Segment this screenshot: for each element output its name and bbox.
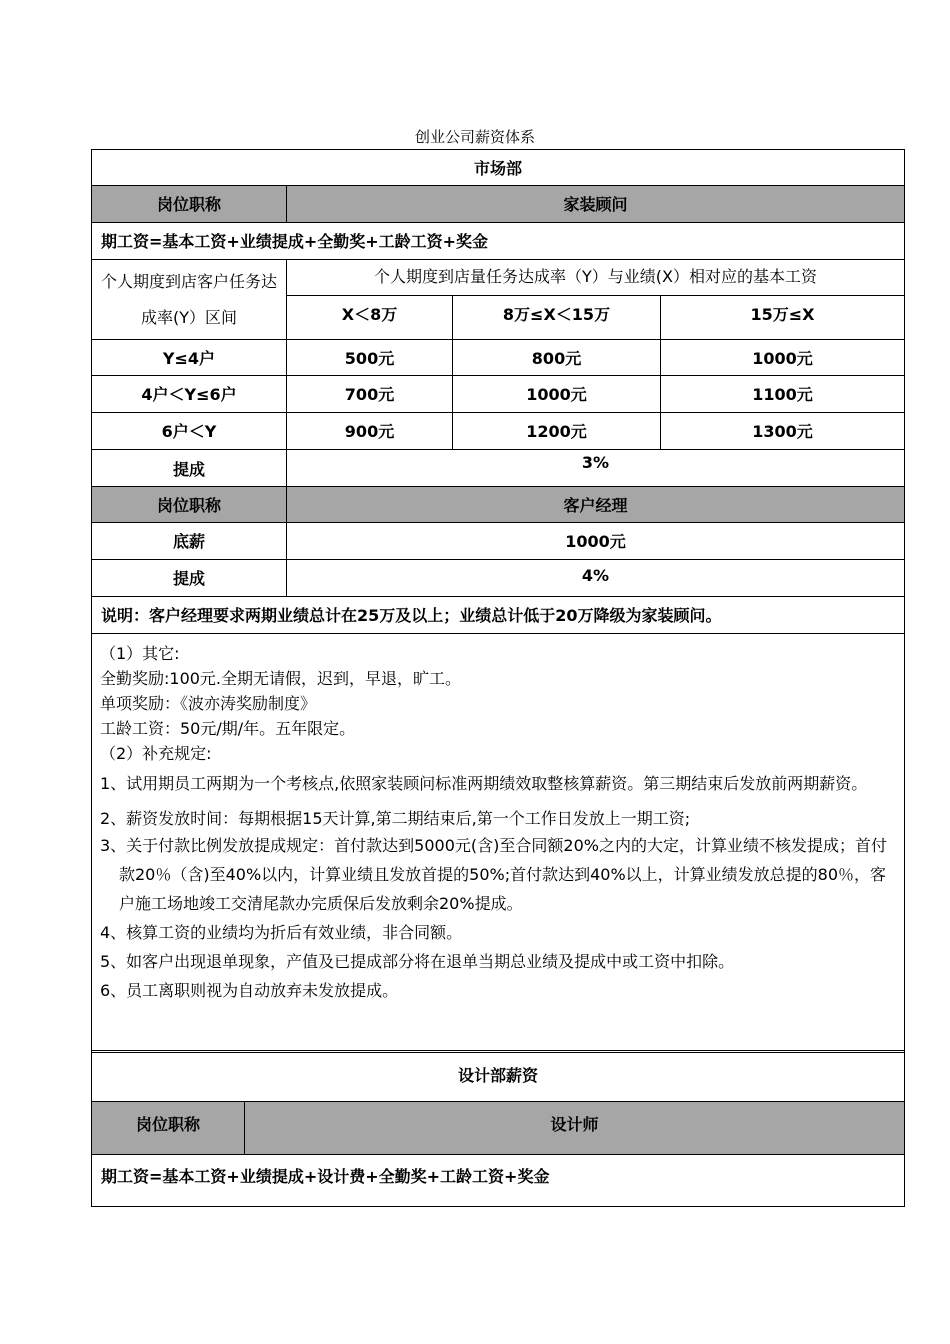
notes-line: 3、关于付款比例发放提成规定：首付款达到5000元(含)至合同额20%之内的大定，计算业绩不核发提成；首付款20％（含)至40%以内，计算业绩且发放首提的50%;首付款达到40%以上，计算业绩发放总提的80％，客户施工场地竣工交清尾款办完质保后发放剩余20%提成。 (100, 836, 887, 913)
col-x-lt-8: X＜8万 (287, 296, 453, 340)
manager-note: 说明：客户经理要求两期业绩总计在25万及以上；业绩总计低于20万降级为家装顾问。 (92, 597, 905, 634)
commission-manager: 4% (287, 560, 905, 597)
position-label: 岗位职称 (92, 487, 287, 523)
col-x-ge-15: 15万≤X (661, 296, 905, 340)
notes-line: 6、员工离职则视为自动放弃未发放提成。 (100, 981, 399, 1000)
notes-line: 5、如客户出现退单现象，产值及已提成部分将在退单当期总业绩及提成中或工资中扣除。 (100, 952, 735, 971)
row-label: 4户＜Y≤6户 (92, 376, 287, 413)
commission-consultant: 3% (287, 450, 905, 487)
row-label: 6户＜Y (92, 413, 287, 450)
position-label: 岗位职称 (92, 1102, 245, 1155)
cell-value: 1000元 (453, 376, 661, 413)
position-designer: 设计师 (245, 1102, 905, 1155)
notes-line: 1、试用期员工两期为一个考核点,依照家装顾问标准两期绩效取整核算薪资。第三期结束后发放前两期薪资。 (100, 774, 868, 793)
design-dept-heading: 设计部薪资 (92, 1051, 905, 1102)
consultant-salary-formula: 期工资=基本工资+业绩提成+全勤奖+工龄工资+奖金 (92, 223, 905, 260)
commission-label: 提成 (92, 450, 287, 487)
base-salary-label: 底薪 (92, 523, 287, 560)
table-row (92, 340, 905, 376)
row-header-y-range: 个人期度到店客户任务达成率(Y）区间 (92, 260, 287, 340)
cell-value: 900元 (287, 413, 453, 450)
notes-line: 2、薪资发放时间：每期根据15天计算,第二期结束后,第一个工作日发放上一期工资; (100, 809, 691, 828)
col-x-8-15: 8万≤X＜15万 (453, 296, 661, 340)
cell-value: 800元 (453, 340, 661, 376)
position-account-manager: 客户经理 (287, 487, 905, 523)
position-label: 岗位职称 (92, 186, 287, 223)
designer-salary-formula: 期工资=基本工资+业绩提成+设计费+全勤奖+工龄工资+奖金 (92, 1155, 905, 1207)
notes-line: 单项奖励：《波亦涛奖励制度》 (100, 694, 317, 713)
document-title: 创业公司薪资体系 (414, 128, 535, 146)
market-salary-table (91, 149, 905, 1053)
notes-line: 全勤奖励:100元.全期无请假，迟到，早退，旷工。 (100, 669, 462, 688)
table-row (92, 413, 905, 450)
design-salary-table (91, 1050, 905, 1207)
notes-line: （2）补充规定: (100, 744, 212, 763)
cell-value: 1300元 (661, 413, 905, 450)
market-dept-heading: 市场部 (92, 150, 905, 186)
cell-value: 1200元 (453, 413, 661, 450)
position-consultant: 家装顾问 (287, 186, 905, 223)
row-label: Y≤4户 (92, 340, 287, 376)
notes-section (92, 634, 905, 1053)
notes-line: （1）其它: (100, 644, 180, 663)
notes-line: 工龄工资：50元/期/年。五年限定。 (100, 719, 356, 738)
cell-value: 700元 (287, 376, 453, 413)
base-salary-value: 1000元 (287, 523, 905, 560)
cell-value: 500元 (287, 340, 453, 376)
cell-value: 1000元 (661, 340, 905, 376)
notes-line: 4、核算工资的业绩均为折后有效业绩，非合同额。 (100, 923, 463, 942)
column-header-base-salary: 个人期度到店量任务达成率（Y）与业绩(X）相对应的基本工资 (287, 260, 905, 296)
cell-value: 1100元 (661, 376, 905, 413)
table-row (92, 376, 905, 413)
commission-label: 提成 (92, 560, 287, 597)
